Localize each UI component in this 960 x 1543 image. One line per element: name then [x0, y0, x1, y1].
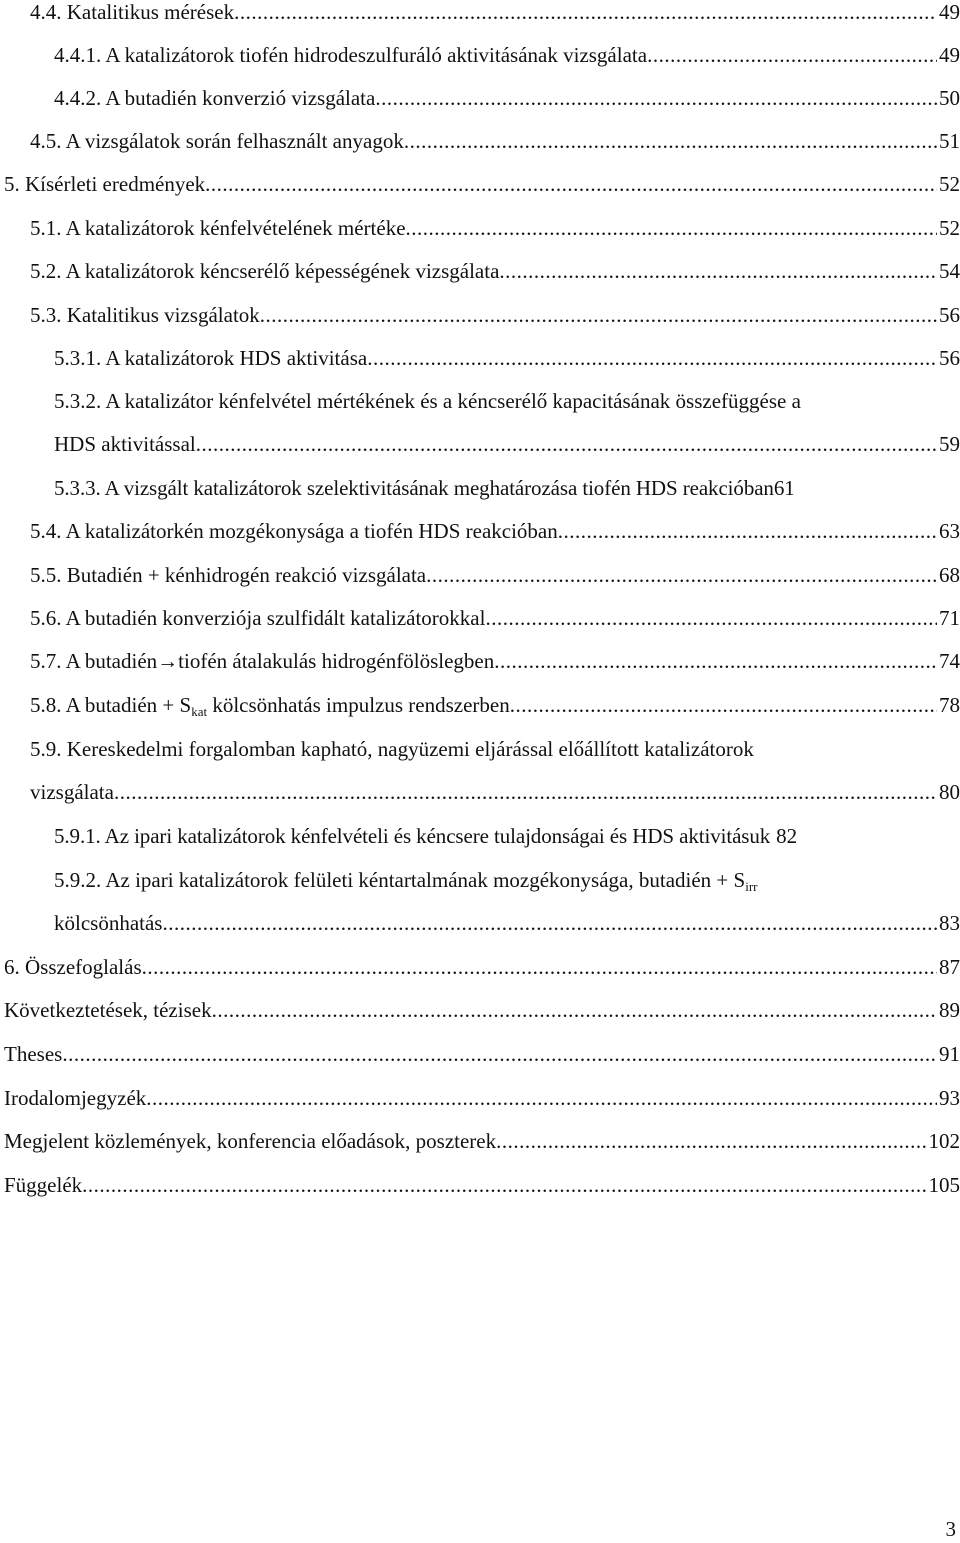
toc-leader-dots	[114, 777, 937, 807]
toc-leader-dots	[162, 908, 937, 938]
toc-entry-page: 68	[939, 563, 960, 587]
toc-entry-title-part: 5.8. A butadién + S	[30, 693, 192, 717]
toc-entry-title: 4.4.2. A butadién konverzió vizsgálata	[54, 86, 376, 110]
toc-leader-dots	[406, 213, 937, 243]
toc-entry-page: 56	[939, 303, 960, 327]
toc-leader-dots	[146, 1083, 937, 1113]
toc-leader-dots	[496, 1126, 926, 1156]
toc-entry-page: 52	[939, 172, 960, 196]
toc-entry-page: 89	[939, 998, 960, 1022]
toc-entry-title: Irodalomjegyzék	[4, 1086, 147, 1110]
toc-entry-page: 74	[939, 649, 960, 673]
toc-leader-dots	[82, 1170, 926, 1200]
toc-entry-page: 63	[939, 519, 960, 543]
toc-entry-5-9-line1[interactable]	[30, 734, 960, 764]
subscript: irr	[745, 879, 758, 894]
toc-entry-title: 5.7. A butadién→tiofén átalakulás hidrogénfölöslegben	[30, 649, 495, 673]
toc-entry-title: 4.4.1. A katalizátorok tiofén hidrodeszulfuráló aktivitásának vizsgálata	[54, 43, 648, 67]
toc-entry-5-9-2[interactable]	[54, 908, 960, 938]
toc-entry-irodalomjegyzek[interactable]	[4, 1083, 960, 1113]
toc-entry-page: 54	[939, 259, 960, 283]
toc-entry-5-5[interactable]	[30, 560, 960, 590]
toc-entry-page: 82	[776, 824, 797, 848]
toc-entry-5-3[interactable]	[30, 300, 960, 330]
toc-entry-5-8[interactable]	[30, 690, 960, 720]
toc-entry-title-continued: kölcsönhatás	[54, 911, 163, 935]
toc-entry-page: 49	[939, 43, 960, 67]
toc-entry-title: 5.9. Kereskedelmi forgalomban kapható, nagyüzemi eljárással előállított katalizátorok	[30, 737, 754, 761]
toc-entry-5-2[interactable]	[30, 256, 960, 286]
toc-entry-page: 51	[939, 129, 960, 153]
toc-entry-title: Függelék	[4, 1173, 83, 1197]
toc-leader-dots	[510, 690, 937, 720]
toc-leader-dots	[558, 516, 937, 546]
toc-entry-title: 6. Összefoglalás	[4, 955, 142, 979]
toc-entry-page: 61	[773, 476, 795, 500]
toc-leader-dots	[404, 126, 937, 156]
toc-entry-page: 56	[939, 346, 960, 370]
toc-entry-page: 91	[939, 1042, 960, 1066]
toc-entry-4-5[interactable]	[30, 126, 960, 156]
toc-entry-title	[30, 690, 510, 720]
toc-entry-title: 5.5. Butadién + kénhidrogén reakció vizsgálata	[30, 563, 427, 587]
toc-entry-title-continued: HDS aktivitással	[54, 432, 196, 456]
toc-leader-dots	[142, 952, 937, 982]
toc-entry-title: 4.5. A vizsgálatok során felhasznált anyagok	[30, 129, 404, 153]
toc-leader-dots	[485, 603, 937, 633]
toc-entry-title: Megjelent közlemények, konferencia előadások, poszterek	[4, 1129, 497, 1153]
toc-leader-dots	[260, 300, 937, 330]
toc-entry-4-4-1[interactable]	[54, 40, 960, 70]
toc-entry-5-1[interactable]	[30, 213, 960, 243]
toc-leader-dots	[494, 646, 937, 676]
toc-entry-page: 87	[939, 955, 960, 979]
toc-entry-title: 5.6. A butadién konverziója szulfidált katalizátorokkal	[30, 606, 486, 630]
toc-entry-title: 5.9.1. Az ipari katalizátorok kénfelvételi és kéncsere tulajdonságai és HDS aktivitásuk	[54, 824, 771, 848]
toc-leader-dots	[205, 169, 937, 199]
toc-leader-dots	[212, 995, 937, 1025]
toc-entry-5-6[interactable]	[30, 603, 960, 633]
toc-entry-kovetkeztetesek[interactable]	[4, 995, 960, 1025]
page-number: 3	[945, 1517, 956, 1541]
toc-leader-dots	[62, 1039, 937, 1069]
toc-entry-title: Következtetések, tézisek	[4, 998, 212, 1022]
toc-entry-5-7[interactable]	[30, 646, 960, 676]
toc-entry-title: 5.3.3. A vizsgált katalizátorok szelektivitásának meghatározása tiofén HDS reakcióban	[54, 476, 774, 500]
toc-entry-title	[54, 865, 758, 895]
toc-entry-5[interactable]	[4, 169, 960, 199]
toc-entry-4-4-2[interactable]	[54, 83, 960, 113]
toc-entry-page: 71	[939, 606, 960, 630]
toc-entry-title: 5.1. A katalizátorok kénfelvételének mértéke	[30, 216, 406, 240]
toc-leader-dots	[196, 429, 937, 459]
toc-entry-title: 5. Kísérleti eredmények	[4, 172, 206, 196]
toc-leader-dots	[375, 83, 937, 113]
toc-entry-title-part: 5.9.2. Az ipari katalizátorok felületi kéntartalmának mozgékonysága, butadién + S	[54, 868, 746, 892]
toc-entry-5-9-2-line1[interactable]	[54, 865, 960, 895]
toc-entry-kozlemenyek[interactable]	[4, 1126, 960, 1156]
toc-entry-title-continued: vizsgálata	[30, 780, 114, 804]
toc-entry-page: 83	[939, 911, 960, 935]
toc-entry-5-3-1[interactable]	[54, 343, 960, 373]
toc-entry-title: 4.4. Katalitikus mérések	[30, 0, 235, 24]
toc-entry-4-4[interactable]	[30, 0, 960, 27]
toc-leader-dots	[499, 256, 937, 286]
toc-entry-page: 102	[928, 1129, 960, 1153]
toc-entry-5-3-3[interactable]	[54, 473, 960, 503]
toc-leader-dots	[647, 40, 937, 70]
toc-entry-page: 59	[939, 432, 960, 456]
toc-entry-6[interactable]	[4, 952, 960, 982]
toc-entry-page: 80	[939, 780, 960, 804]
toc-entry-page: 50	[939, 86, 960, 110]
toc-entry-page: 49	[939, 0, 960, 24]
toc-entry-fuggelek[interactable]	[4, 1170, 960, 1200]
toc-entry-title: 5.3.2. A katalizátor kénfelvétel mértékének és a kéncserélő kapacitásának összefüggése a	[54, 389, 801, 413]
toc-entry-title-part: kölcsönhatás impulzus rendszerben	[207, 693, 510, 717]
toc-entry-title: 5.4. A katalizátorkén mozgékonysága a tiofén HDS reakcióban	[30, 519, 558, 543]
toc-entry-theses[interactable]	[4, 1039, 960, 1069]
toc-entry-5-9-1[interactable]	[54, 821, 960, 851]
toc-entry-title: 5.3.1. A katalizátorok HDS aktivitása	[54, 346, 368, 370]
toc-entry-page: 93	[939, 1086, 960, 1110]
toc-entry-title: 5.2. A katalizátorok kéncserélő képességének vizsgálata	[30, 259, 500, 283]
toc-leader-dots	[367, 343, 937, 373]
toc-entry-title: Theses	[4, 1042, 63, 1066]
toc-entry-page: 52	[939, 216, 960, 240]
toc-entry-5-3-2[interactable]	[54, 429, 960, 459]
subscript: kat	[191, 704, 208, 719]
toc-entry-title: 5.3. Katalitikus vizsgálatok	[30, 303, 260, 327]
toc-entry-page: 78	[939, 693, 960, 717]
toc-entry-5-9[interactable]	[30, 777, 960, 807]
toc-entry-5-3-2-line1[interactable]	[54, 386, 960, 416]
toc-entry-page: 105	[928, 1173, 960, 1197]
toc-entry-5-4[interactable]	[30, 516, 960, 546]
toc-leader-dots	[426, 560, 937, 590]
toc-leader-dots	[234, 0, 937, 27]
